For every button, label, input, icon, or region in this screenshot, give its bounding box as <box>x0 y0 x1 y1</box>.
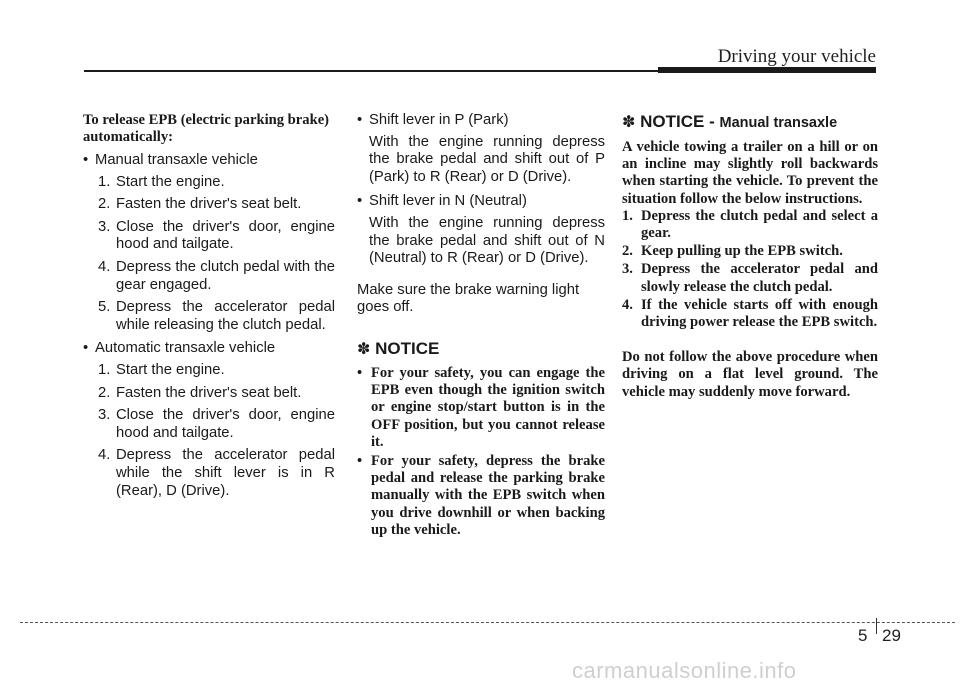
list-item <box>357 365 605 451</box>
step-text: Keep pulling up the EPB switch. <box>641 243 843 260</box>
column-2 <box>357 112 605 541</box>
header-rule-accent <box>658 67 876 73</box>
shift-item-label <box>357 112 605 130</box>
chapter-number: 5 <box>858 626 868 645</box>
list-item <box>98 259 335 294</box>
automatic-vehicle-label <box>83 340 335 358</box>
step-number: 3. <box>98 407 111 424</box>
column-1 <box>83 112 335 150</box>
brake-warning-text: Make sure the brake warning light goes off. <box>357 281 580 316</box>
step-number: 2. <box>622 243 633 260</box>
step-number: 4. <box>98 258 111 275</box>
bullet-dot: • <box>83 152 89 168</box>
step-text: Depress the clutch pedal with the gear engaged. <box>116 258 335 293</box>
list-item <box>357 453 605 539</box>
list-item <box>98 385 335 403</box>
bullet-text: Automatic transaxle vehicle <box>95 340 276 357</box>
bullet-text: Manual transaxle vehicle <box>95 152 258 168</box>
shift-item-text: With the engine running depress the brake pedal and shift out of P (Park) to R (Rear) or D (Drive). <box>369 133 605 185</box>
manual-notice-heading <box>622 112 878 133</box>
step-text: Depress the accelerator pedal and slowly release the clutch pedal. <box>641 261 878 295</box>
notice-steps <box>622 208 878 331</box>
notice-star-icon: ✽ <box>357 338 371 358</box>
notice-title: NOTICE <box>375 338 440 358</box>
shift-item-label <box>357 193 605 211</box>
column-1-body <box>83 152 335 506</box>
list-item <box>622 261 878 295</box>
step-number: 2. <box>98 384 111 401</box>
list-item <box>622 297 878 331</box>
notice-bullets <box>357 365 605 539</box>
list-item <box>622 208 878 242</box>
watermark: carmanualsonline.info <box>572 658 797 683</box>
step-text: Depress the accelerator pedal while releasing the clutch pedal. <box>116 299 335 333</box>
manual-steps <box>98 174 335 335</box>
step-text: Start the engine. <box>116 361 225 378</box>
list-item <box>98 447 335 500</box>
bullet-text: For your safety, you can engage the EPB even though the ignition switch or engine stop/start button is in the OFF position, but you cannot release it. <box>371 364 605 450</box>
step-text: Depress the accelerator pedal while the shift lever is in R (Rear), D (Drive). <box>116 447 335 499</box>
step-number: 1. <box>622 207 633 224</box>
step-text: Fasten the driver's seat belt. <box>116 196 302 213</box>
section-title: Driving your vehicle <box>717 46 876 67</box>
bullet-text: Shift lever in P (Park) <box>369 112 509 128</box>
step-number: 1. <box>98 173 111 190</box>
step-number: 3. <box>98 218 111 235</box>
page-number: 29 <box>882 626 901 645</box>
notice-title: NOTICE - <box>640 112 720 131</box>
bullet-text: Shift lever in N (Neutral) <box>369 193 527 210</box>
list-item <box>622 243 878 260</box>
bullet-text: For your safety, depress the brake pedal and release the parking brake manually with the EPB switch when you drive downhill or when backing up the vehicle. <box>371 452 605 538</box>
bullet-dot: • <box>83 340 89 357</box>
release-epb-heading: To release EPB (electric parking brake) automatically: <box>83 112 330 146</box>
notice-star-icon: ✽ <box>622 112 636 131</box>
step-text: Close the driver's door, engine hood and tailgate. <box>116 407 335 441</box>
bullet-dot: • <box>357 193 363 210</box>
manual-vehicle-label <box>83 152 335 170</box>
list-item <box>98 196 335 214</box>
step-text: Close the driver's door, engine hood and tailgate. <box>116 218 335 253</box>
step-text: If the vehicle starts off with enough driving power release the EPB switch. <box>641 296 878 331</box>
notice-subtitle: Manual transaxle <box>719 115 838 131</box>
step-text: Fasten the driver's seat belt. <box>116 384 302 401</box>
notice-closing: Do not follow the above procedure when driving on a flat level ground. The vehicle may suddenly move forward. <box>622 349 878 400</box>
step-number: 4. <box>98 447 111 464</box>
list-item <box>98 299 335 334</box>
step-text: Start the engine. <box>116 173 225 190</box>
automatic-steps <box>98 362 335 500</box>
list-item <box>98 219 335 254</box>
step-text: Depress the clutch pedal and select a gear. <box>641 207 878 242</box>
step-number: 2. <box>98 196 111 213</box>
bullet-dot: • <box>357 364 363 381</box>
footer-rule <box>20 622 955 623</box>
shift-items <box>357 112 605 268</box>
list-item <box>98 362 335 380</box>
bullet-dot: • <box>357 112 363 128</box>
footer-divider <box>876 618 877 634</box>
step-number: 3. <box>622 261 633 278</box>
list-item <box>98 174 335 192</box>
notice-intro: A vehicle towing a trailer on a hill or on an incline may slightly roll backwards when starting the vehicle. To prevent the situation follow the below instructions. <box>622 139 878 207</box>
shift-item-text: With the engine running depress the brake pedal and shift out of N (Neutral) to R (Rear) or D (Drive). <box>369 214 605 267</box>
column-3 <box>622 112 878 401</box>
step-number: 5. <box>98 299 111 316</box>
bullet-dot: • <box>357 452 363 469</box>
step-number: 1. <box>98 361 111 378</box>
notice-heading <box>357 339 605 359</box>
list-item <box>98 407 335 442</box>
step-number: 4. <box>622 296 633 313</box>
